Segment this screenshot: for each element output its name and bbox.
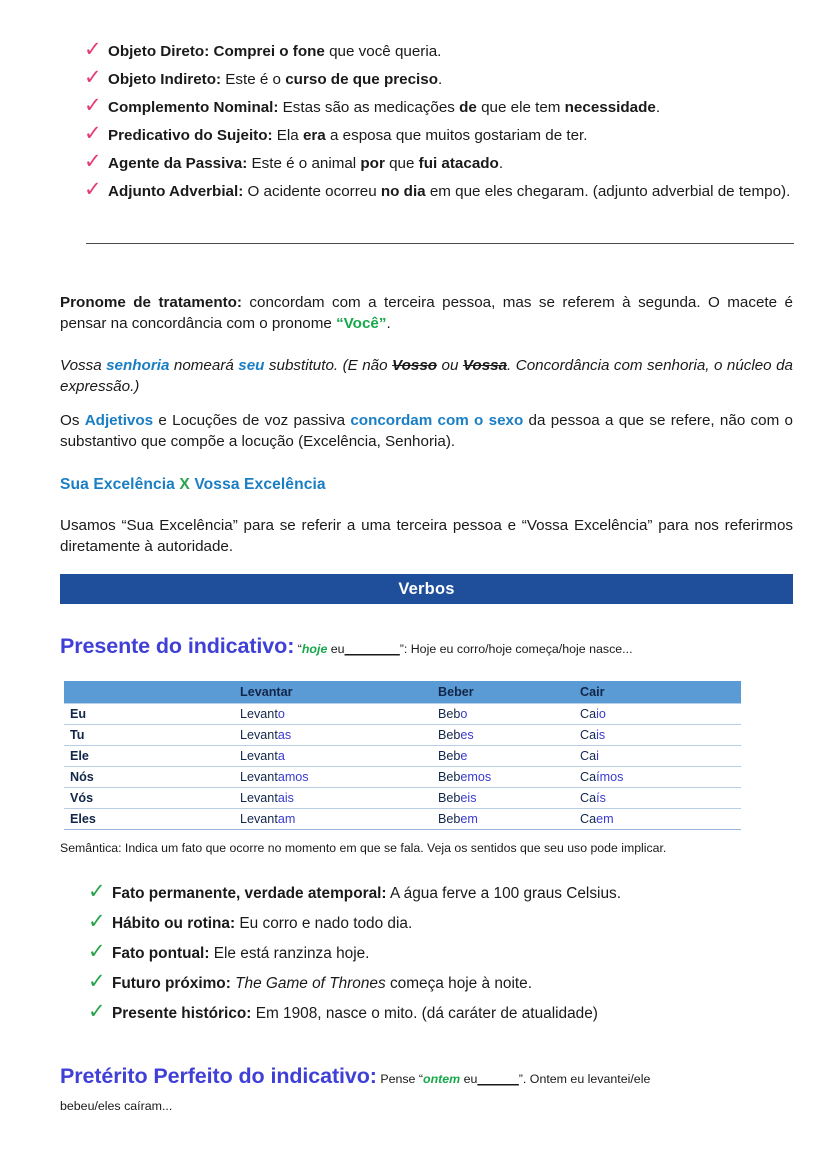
list-item-text: Hábito ou rotina: Eu corro e nado todo dia.	[112, 915, 413, 932]
cell-pronoun: Nós	[64, 767, 234, 788]
cell-conjugation: Levantas	[234, 725, 432, 746]
check-icon-pink: ✓	[84, 121, 102, 145]
cell-conjugation: Bebe	[432, 746, 574, 767]
list-item-label: Presente histórico:	[112, 1005, 252, 1022]
table-row	[64, 788, 741, 809]
check-icon-pink: ✓	[84, 65, 102, 89]
table-row	[64, 809, 741, 830]
conjugation-table	[64, 681, 741, 830]
fill-in-blank: ______	[477, 1072, 519, 1086]
cell-conjugation: Levanto	[234, 704, 432, 725]
table-row	[64, 767, 741, 788]
check-icon-green: ✓	[88, 969, 106, 993]
list-item	[84, 121, 798, 146]
list-item-label: Predicativo do Sujeito:	[108, 127, 273, 144]
highlight-voce: “Você”	[336, 315, 387, 332]
cell-pronoun: Eu	[64, 704, 234, 725]
list-item-label: Hábito ou rotina:	[112, 915, 236, 932]
column-header-beber: Beber	[432, 681, 574, 704]
strikethrough-vosso: Vosso	[392, 357, 438, 374]
list-item-text: Agente da Passiva: Este é o animal por que fui atacado.	[108, 155, 504, 172]
check-icon-green: ✓	[88, 879, 106, 903]
table-header-row	[64, 681, 741, 704]
semantica-note: Semântica: Indica um fato que ocorre no momento em que se fala. Veja os sentidos que seu uso pode implicar.	[60, 841, 667, 855]
heading-preterito-perfeito	[60, 1064, 650, 1089]
list-item	[88, 909, 794, 933]
cell-conjugation: Caio	[574, 704, 741, 725]
list-item-label: Futuro próximo:	[112, 975, 231, 992]
cell-conjugation: Bebes	[432, 725, 574, 746]
list-item	[88, 939, 794, 963]
heading-text: Presente do indicativo:	[60, 634, 295, 658]
fill-in-blank: ________	[344, 642, 400, 656]
section-banner-verbos	[60, 574, 793, 604]
list-item-text: Futuro próximo: The Game of Thrones começa hoje à noite.	[112, 975, 532, 992]
list-item-text: Objeto Indireto: Este é o curso de que preciso.	[108, 71, 443, 88]
heading-text: Pretérito Perfeito do indicativo:	[60, 1064, 377, 1088]
list-item-label: Complemento Nominal:	[108, 99, 279, 116]
list-item	[84, 37, 798, 62]
strikethrough-vossa: Vossa	[462, 357, 508, 374]
cell-pronoun: Tu	[64, 725, 234, 746]
list-item	[84, 177, 798, 202]
paragraph-usamos: Usamos “Sua Excelência” para se referir a uma terceira pessoa e “Vossa Excelência” para nos referirmos diretamente à autoridade.	[60, 517, 793, 555]
cell-pronoun: Vós	[64, 788, 234, 809]
list-item-label: Agente da Passiva:	[108, 155, 248, 172]
column-header-pronoun	[64, 681, 234, 704]
check-icon-green: ✓	[88, 909, 106, 933]
list-item	[88, 969, 794, 993]
paragraph-pronome-tratamento: Pronome de tratamento: concordam com a terceira pessoa, mas se referem à segunda. O macete é pensar na concordância com o pronome “Você”.	[60, 294, 793, 332]
preterito-continuation: bebeu/eles caíram...	[60, 1099, 173, 1113]
cell-conjugation: Bebem	[432, 809, 574, 830]
heading-tail: “hoje eu________”: Hoje eu corro/hoje começa/hoje nasce...	[297, 642, 633, 656]
list-item	[84, 65, 798, 90]
list-item-text: Adjunto Adverbial: O acidente ocorreu no dia em que eles chegaram. (adjunto adverbial de tempo).	[108, 183, 791, 200]
highlight-adjetivos: Adjetivos	[84, 412, 154, 429]
list-item	[88, 999, 794, 1023]
heading-presente-indicativo	[60, 634, 633, 659]
banner-title: Verbos	[398, 579, 455, 598]
cell-conjugation: Caís	[574, 788, 741, 809]
cell-conjugation: Bebo	[432, 704, 574, 725]
list-item-text: Predicativo do Sujeito: Ela era a esposa que muitos gostariam de ter.	[108, 127, 588, 144]
paragraph-adjetivos: Os Adjetivos e Locuções de voz passiva concordam com o sexo da pessoa a que se refere, não com o substantivo que compõe a locução (Excelência, Senhoria).	[60, 412, 793, 450]
semantic-usages-list	[88, 879, 794, 1034]
cell-conjugation: Cai	[574, 746, 741, 767]
check-icon-pink: ✓	[84, 149, 102, 173]
heading-tail: Pense “ontem eu______”. Ontem eu levantei/ele	[380, 1072, 651, 1086]
cell-conjugation: Levanta	[234, 746, 432, 767]
list-item-text: Fato permanente, verdade atemporal: A água ferve a 100 graus Celsius.	[112, 885, 621, 902]
list-item-label: Adjunto Adverbial:	[108, 183, 244, 200]
cell-pronoun: Ele	[64, 746, 234, 767]
table-row	[64, 746, 741, 767]
check-icon-green: ✓	[88, 999, 106, 1023]
highlight-seu: seu	[238, 357, 265, 374]
check-icon-pink: ✓	[84, 177, 102, 201]
column-header-cair: Cair	[574, 681, 741, 704]
cell-pronoun: Eles	[64, 809, 234, 830]
table-row	[64, 725, 741, 746]
list-item	[84, 149, 798, 174]
list-item-text: Objeto Direto: Comprei o fone que você queria.	[108, 43, 442, 60]
section-divider	[86, 243, 794, 244]
list-item	[88, 879, 794, 903]
list-item-text: Fato pontual: Ele está ranzinza hoje.	[112, 945, 370, 962]
highlight-senhoria: senhoria	[106, 357, 170, 374]
versus-x: X	[179, 476, 190, 493]
sub-heading-excelencia: Sua Excelência X Vossa Excelência	[60, 476, 326, 493]
list-item-label: Fato pontual:	[112, 945, 210, 962]
list-item-text: Presente histórico: Em 1908, nasce o mito. (dá caráter de atualidade)	[112, 1005, 598, 1022]
check-icon-pink: ✓	[84, 37, 102, 61]
cell-conjugation: Caem	[574, 809, 741, 830]
cell-conjugation: Levantam	[234, 809, 432, 830]
list-item	[84, 93, 798, 118]
paragraph-lead: Pronome de tratamento:	[60, 294, 242, 311]
list-item-label: Objeto Direto:	[108, 43, 210, 60]
list-item-text: Complemento Nominal: Estas são as medicações de que ele tem necessidade.	[108, 99, 661, 116]
check-icon-green: ✓	[88, 939, 106, 963]
column-header-levantar: Levantar	[234, 681, 432, 704]
paragraph-vossa-senhoria: Vossa senhoria nomeará seu substituto. (E não Vosso ou Vossa. Concordância com senhoria, o núcleo da expressão.)	[60, 357, 793, 395]
list-item-label: Fato permanente, verdade atemporal:	[112, 885, 387, 902]
table-row	[64, 704, 741, 725]
cell-conjugation: Caímos	[574, 767, 741, 788]
cell-conjugation: Bebemos	[432, 767, 574, 788]
cell-conjugation: Cais	[574, 725, 741, 746]
list-item-label: Objeto Indireto:	[108, 71, 222, 88]
cell-conjugation: Levantamos	[234, 767, 432, 788]
title-italic: The Game of Thrones	[235, 975, 386, 992]
check-icon-pink: ✓	[84, 93, 102, 117]
cell-conjugation: Levantais	[234, 788, 432, 809]
cell-conjugation: Bebeis	[432, 788, 574, 809]
highlight-concordam-sexo: concordam com o sexo	[350, 412, 524, 429]
syntactic-functions-list	[84, 37, 798, 202]
